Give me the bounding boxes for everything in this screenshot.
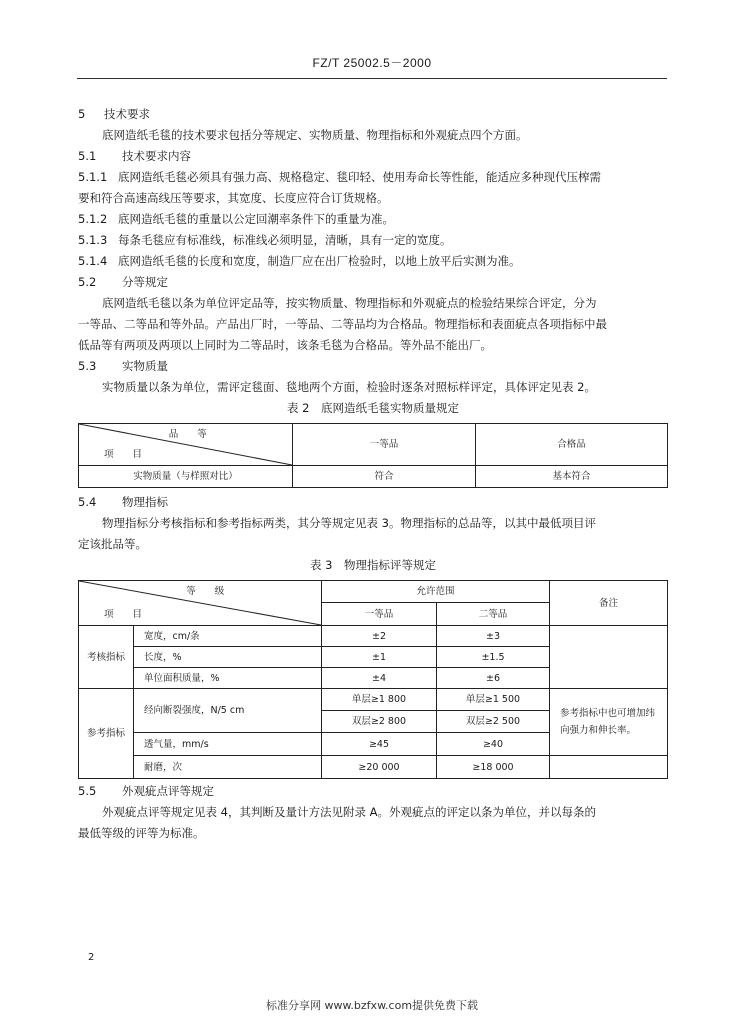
table-2-row-label: 实物质量（与样照对比） xyxy=(79,466,293,488)
table-3-cell: ≥40 xyxy=(437,733,550,756)
table-3-row-air: 透气量，mm/s xyxy=(134,733,322,756)
clause-text: 底网造纸毛毯必须具有强力高、规格稳定、毯印轻、使用寿命长等性能，能适应多种现代压榨需 xyxy=(118,170,601,184)
table-3 xyxy=(78,580,668,779)
table-3-cell: ±2 xyxy=(322,626,437,647)
table-3-row-length: 长度，% xyxy=(134,647,322,668)
table-2-col-first-grade: 一等品 xyxy=(293,424,476,466)
section-number: 5.5 xyxy=(78,784,97,798)
table-3-row-width: 宽度，cm/条 xyxy=(134,626,322,647)
table-3-row-strength: 经向断裂强度，N/5 cm xyxy=(134,689,322,733)
table-3-remark-empty xyxy=(550,756,668,779)
section-title: 实物质量 xyxy=(122,359,168,373)
section-5-1-heading xyxy=(78,146,668,167)
clause-5-1-1-cont: 要和符合高速高线压等要求，其宽度、长度应符合订货规格。 xyxy=(78,191,389,205)
table-3-cell: 单层≥1 500 xyxy=(437,689,550,711)
table-3-row-wear: 耐磨，次 xyxy=(134,756,322,779)
section-5-2-text-line3: 低品等有两项及两项以上同时为二等品时，该条毛毯为合格品。等外品不能出厂。 xyxy=(78,338,492,352)
table-2-cell-qualified: 基本符合 xyxy=(476,466,668,488)
table-3-cell: ±1 xyxy=(322,647,437,668)
clause-number: 5.1.3 xyxy=(78,233,108,247)
clause-5-1-3 xyxy=(78,230,668,251)
table-3-remark-note: 参考指标中也可增加纬向强力和伸长率。 xyxy=(550,689,668,756)
table-3-cell: ±3 xyxy=(437,626,550,647)
table-3-cell: 双层≥2 800 xyxy=(322,711,437,733)
page-header: FZ/T 25002.5－2000 xyxy=(312,56,432,70)
table-3-second-grade-header: 二等品 xyxy=(437,603,550,626)
footer-watermark: 标准分享网 www.bzfxw.com提供免费下载 xyxy=(265,999,479,1012)
section-title: 物理指标 xyxy=(122,495,168,509)
section-number: 5.1 xyxy=(78,149,97,163)
section-title: 技术要求内容 xyxy=(122,149,191,163)
table-3-cell: ±1.5 xyxy=(437,647,550,668)
table-3-cell: 双层≥2 500 xyxy=(437,711,550,733)
table-3-cell: ≥45 xyxy=(322,733,437,756)
table-2-item-label: 项 目 xyxy=(104,449,143,460)
section-5-text: 底网造纸毛毯的技术要求包括分等规定、实物质量、物理指标和外观疵点四个方面。 xyxy=(102,128,528,142)
table-3-row-weight: 单位面积质量，% xyxy=(134,668,322,689)
clause-number: 5.1.4 xyxy=(78,254,108,268)
section-5-heading xyxy=(78,104,668,125)
clause-number: 5.1.1 xyxy=(78,170,108,184)
table-3-cell: 单层≥1 800 xyxy=(322,689,437,711)
section-number: 5.2 xyxy=(78,275,97,289)
clause-text: 每条毛毯应有标准线，标准线必须明显，清晰，具有一定的宽度。 xyxy=(118,233,452,247)
section-number: 5 xyxy=(78,107,86,121)
table-3-group-reference: 参考指标 xyxy=(79,689,134,779)
section-5-2-text-line1: 底网造纸毛毯以条为单位评定品等，按实物质量、物理指标和外观疵点的检验结果综合评定，分为 xyxy=(102,296,597,310)
table-3-remark-empty xyxy=(550,626,668,689)
section-5-5-text-line2: 最低等级的评等为标准。 xyxy=(78,826,205,840)
table-3-remark-header: 备注 xyxy=(550,581,668,626)
table-3-item-label: 项 目 xyxy=(104,609,143,620)
table-3-cell: ±6 xyxy=(437,668,550,689)
section-5-4-text-line1: 物理指标分考核指标和参考指标两类，其分等规定见表 3。物理指标的总品等，以其中最低项目评 xyxy=(102,516,596,530)
table-2-caption: 表 2 底网造纸毛毯实物质量规定 xyxy=(287,401,459,415)
section-5-5-heading xyxy=(78,781,668,802)
section-5-4-heading xyxy=(78,492,668,513)
clause-5-1-1 xyxy=(78,167,668,188)
section-title: 分等规定 xyxy=(122,275,168,289)
table-3-first-grade-header: 一等品 xyxy=(322,603,437,626)
table-2 xyxy=(78,423,668,488)
table-3-grade-label: 等 级 xyxy=(186,586,225,597)
table-3-cell: ±4 xyxy=(322,668,437,689)
section-number: 5.4 xyxy=(78,495,97,509)
clause-5-1-2 xyxy=(78,209,668,230)
section-5-3-text: 实物质量以条为单位，需评定毯面、毯地两个方面，检验时逐条对照标样评定，具体评定见表 2。 xyxy=(102,380,596,394)
header-rule xyxy=(77,78,667,79)
section-title: 外观疵点评等规定 xyxy=(122,784,214,798)
clause-text: 底网造纸毛毯的长度和宽度，制造厂应在出厂检验时，以地上放平后实测为准。 xyxy=(118,254,521,268)
table-3-allowed-range-header: 允许范围 xyxy=(322,581,550,603)
document-body xyxy=(78,104,668,844)
section-5-4-text-line2: 定该批品等。 xyxy=(78,537,147,551)
section-5-5-text-line1: 外观疵点评等规定见表 4，其判断及量计方法见附录 A。外观疵点的评定以条为单位，并以每条的 xyxy=(102,805,596,819)
section-5-2-text-line2: 一等品、二等品和等外品。产品出厂时，一等品、二等品均为合格品。物理指标和表面疵点各项指标中最 xyxy=(78,317,607,331)
clause-text: 底网造纸毛毯的重量以公定回潮率条件下的重量为准。 xyxy=(118,212,394,226)
clause-number: 5.1.2 xyxy=(78,212,108,226)
table-2-grade-label: 品 等 xyxy=(168,429,207,440)
page-number: 2 xyxy=(88,952,95,963)
table-3-group-assessment: 考核指标 xyxy=(79,626,134,689)
table-3-cell: ≥18 000 xyxy=(437,756,550,779)
clause-5-1-4 xyxy=(78,251,668,272)
section-5-3-heading xyxy=(78,356,668,377)
table-3-diagonal-header xyxy=(79,581,322,626)
section-5-2-heading xyxy=(78,272,668,293)
table-2-cell-first-grade: 符合 xyxy=(293,466,476,488)
table-3-cell: ≥20 000 xyxy=(322,756,437,779)
section-title: 技术要求 xyxy=(104,107,150,121)
section-number: 5.3 xyxy=(78,359,97,373)
table-2-diagonal-header xyxy=(79,424,293,466)
table-3-caption: 表 3 物理指标评等规定 xyxy=(310,558,436,572)
table-2-col-qualified: 合格品 xyxy=(476,424,668,466)
